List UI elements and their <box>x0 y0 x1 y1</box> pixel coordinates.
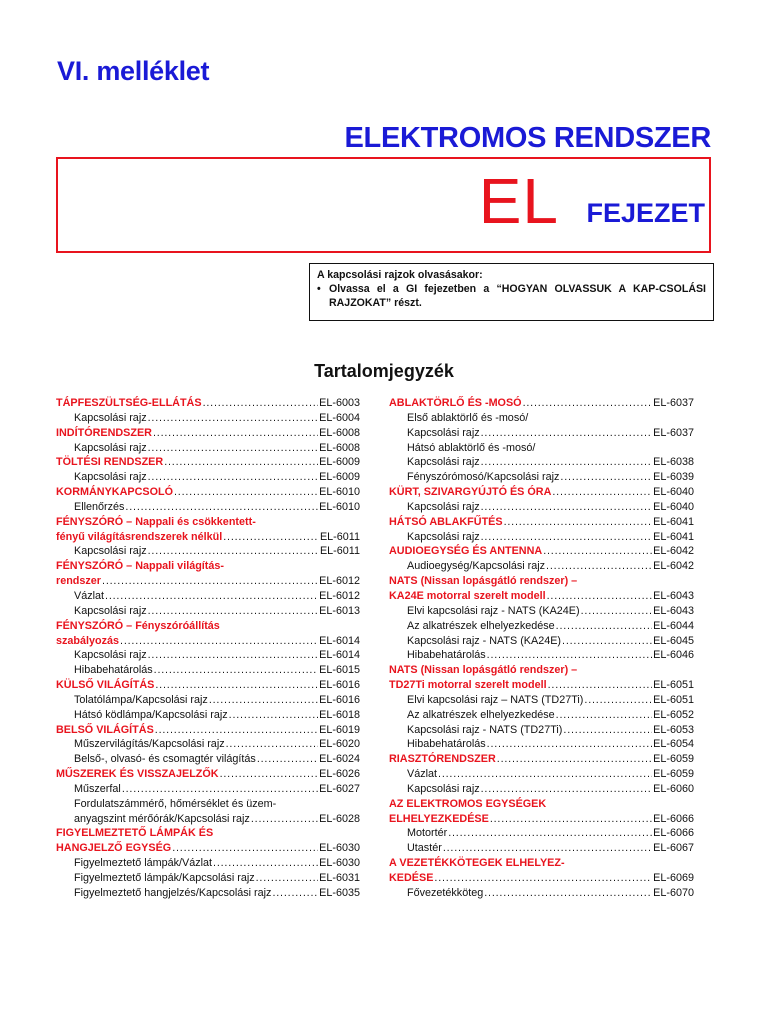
toc-entry-label: Kapcsolási rajz - NATS (KA24E) <box>407 634 562 647</box>
toc-page-number: EL-6024 <box>319 753 360 766</box>
toc-page-number: EL-6009 <box>319 471 360 484</box>
toc-page-number: EL-6008 <box>319 426 360 439</box>
toc-dot-leader <box>523 396 653 411</box>
toc-entry-label: Műszervilágítás/Kapcsolási rajz <box>74 738 225 751</box>
toc-subentry[interactable] <box>389 723 694 738</box>
toc-page-number: EL-6027 <box>319 782 360 795</box>
toc-page-number: EL-6003 <box>319 397 360 409</box>
toc-subentry[interactable] <box>56 737 360 752</box>
toc-page-number: EL-6015 <box>319 664 360 677</box>
chapter-code: EL <box>478 165 559 237</box>
toc-page-number: EL-6042 <box>653 545 694 558</box>
toc-dot-leader <box>481 530 653 545</box>
toc-dot-leader <box>563 723 652 738</box>
toc-page-number: EL-6042 <box>653 560 694 573</box>
toc-page-number: EL-6043 <box>653 589 694 602</box>
toc-subentry[interactable] <box>389 886 694 901</box>
toc-subentry[interactable] <box>389 737 694 752</box>
toc-page-number: EL-6016 <box>319 679 360 692</box>
toc-section-entry[interactable] <box>389 574 694 589</box>
toc-entry-label: Hátsó ködlámpa/Kapcsolási rajz <box>74 708 228 721</box>
toc-subentry[interactable] <box>389 634 694 649</box>
toc-entry-label: Audioegység/Kapcsolási rajz <box>407 560 546 573</box>
toc-entry-label: AZ ELEKTROMOS EGYSÉGEK <box>389 797 547 810</box>
note-bullet: • Olvassa el a GI fejezetben a “HOGYAN OLVASSUK A KAP-CSOLÁSI RAJZOKAT” részt. <box>317 282 706 310</box>
toc-entry-label: KA24E motorral szerelt modell <box>389 589 546 602</box>
toc-entry-label: RIASZTÓRENDSZER <box>389 753 496 766</box>
toc-page-number: EL-6051 <box>653 679 694 692</box>
toc-entry-label: FÉNYSZÓRÓ – Nappali világítás- <box>56 560 224 573</box>
toc-subentry[interactable] <box>389 708 694 723</box>
toc-entry-label: Az alkatrészek elhelyezkedése <box>407 619 555 632</box>
toc-entry-label: Vázlat <box>74 589 105 602</box>
toc-title: Tartalomjegyzék <box>314 361 454 381</box>
toc-dot-leader <box>209 693 318 708</box>
toc-entry-label: Kapcsolási rajz <box>407 530 480 543</box>
toc-page-number: EL-6053 <box>653 723 694 736</box>
toc-entry-label: Hibabehatárolás <box>74 664 153 677</box>
toc-subentry[interactable] <box>56 589 360 604</box>
toc-entry-label: A VEZETÉKKÖTEGEK ELHELYEZ- <box>389 857 565 870</box>
toc-dot-leader <box>497 752 652 767</box>
reading-note <box>309 263 714 321</box>
toc-entry-label: Kapcsolási rajz <box>407 500 480 513</box>
toc-dot-leader <box>504 515 653 530</box>
toc-section-entry[interactable] <box>56 530 360 545</box>
toc-entry-label: KÜLSŐ VILÁGÍTÁS <box>56 679 155 692</box>
toc-entry-label: Műszerfal <box>74 782 121 795</box>
toc-page-number: EL-6037 <box>653 426 694 439</box>
toc-page-number: EL-6004 <box>319 411 360 424</box>
toc-subentry[interactable] <box>389 604 694 619</box>
toc-dot-leader <box>164 455 318 470</box>
toc-page-number: EL-6009 <box>319 456 360 469</box>
toc-entry-label: ELHELYEZKEDÉSE <box>389 812 489 825</box>
toc-page-number: EL-6010 <box>319 486 360 499</box>
toc-section-entry[interactable] <box>389 663 694 678</box>
toc-entry-label: Kapcsolási rajz <box>74 471 147 484</box>
toc-section-entry[interactable] <box>56 723 360 738</box>
toc-dot-leader <box>481 500 653 515</box>
toc-subentry[interactable] <box>56 797 360 812</box>
toc-section-entry[interactable] <box>389 856 694 871</box>
toc-dot-leader <box>552 485 652 500</box>
toc-page-number: EL-6038 <box>653 456 694 469</box>
toc-page-number: EL-6070 <box>653 886 694 899</box>
toc-subentry[interactable] <box>56 856 360 871</box>
toc-dot-leader <box>203 396 319 411</box>
toc-subentry[interactable] <box>389 767 694 782</box>
toc-subentry[interactable] <box>389 455 694 470</box>
toc-entry-label: Hibabehatárolás <box>407 738 486 751</box>
toc-page-number: EL-6019 <box>319 723 360 736</box>
toc-entry-label: Ellenőrzés <box>74 500 125 513</box>
toc-subentry[interactable] <box>389 470 694 485</box>
toc-entry-label: Első ablaktörlő és -mosó/ <box>407 411 529 424</box>
toc-entry-label: rendszer <box>56 575 102 588</box>
toc-subentry[interactable] <box>389 411 694 426</box>
toc-section-entry[interactable] <box>56 678 360 693</box>
toc-entry-label: FÉNYSZÓRÓ – Fényszóróállítás <box>56 619 220 632</box>
toc-page-number: EL-6059 <box>653 768 694 781</box>
toc-section-entry[interactable] <box>56 634 360 649</box>
toc-dot-leader <box>256 871 319 886</box>
toc-page-number: EL-6020 <box>319 738 360 751</box>
note-title: A kapcsolási rajzok olvasásakor: <box>317 269 483 281</box>
toc-page-number: EL-6037 <box>653 397 694 409</box>
toc-entry-label: Kapcsolási rajz <box>74 649 147 662</box>
toc-dot-leader <box>581 604 653 619</box>
toc-dot-leader <box>484 886 652 901</box>
toc-entry-label: BELSŐ VILÁGÍTÁS <box>56 723 154 736</box>
toc-entry-label: Kapcsolási rajz <box>74 545 147 558</box>
toc-dot-leader <box>251 812 318 827</box>
toc-page-number: EL-6014 <box>319 649 360 662</box>
toc-entry-label: INDÍTÓRENDSZER <box>56 426 152 439</box>
toc-page-number: EL-6026 <box>319 768 360 781</box>
toc-dot-leader <box>543 544 652 559</box>
toc-section-entry[interactable] <box>389 544 694 559</box>
toc-entry-label: Kapcsolási rajz <box>407 456 480 469</box>
toc-entry-label: KORMÁNYKAPCSOLÓ <box>56 486 173 499</box>
toc-dot-leader <box>154 663 319 678</box>
toc-subentry[interactable] <box>56 500 360 515</box>
toc-subentry[interactable] <box>56 544 360 559</box>
toc-entry-label: Kapcsolási rajz <box>74 441 147 454</box>
toc-page-number: EL-6069 <box>653 872 694 884</box>
toc-section-entry[interactable] <box>56 826 360 841</box>
toc-subentry[interactable] <box>56 752 360 767</box>
toc-subentry[interactable] <box>389 426 694 441</box>
toc-dot-leader <box>547 589 653 604</box>
toc-entry-label: Tolatólámpa/Kapcsolási rajz <box>74 693 208 706</box>
toc-dot-leader <box>122 782 318 797</box>
toc-section-entry[interactable] <box>389 678 694 693</box>
toc-subentry[interactable] <box>389 648 694 663</box>
toc-entry-label: Kapcsolási rajz - NATS (TD27Ti) <box>407 723 563 736</box>
toc-entry-label: TÖLTÉSI RENDSZER <box>56 456 164 469</box>
toc-dot-leader <box>560 470 652 485</box>
toc-page-number: EL-6039 <box>653 471 694 484</box>
toc-page-number: EL-6011 <box>319 530 360 543</box>
toc-entry-label: KÜRT, SZIVARGYÚJTÓ ÉS ÓRA <box>389 486 552 499</box>
toc-subentry[interactable] <box>56 648 360 663</box>
toc-section-entry[interactable] <box>56 515 360 530</box>
toc-page-number: EL-6013 <box>319 604 360 617</box>
toc-dot-leader <box>556 619 653 634</box>
toc-page-number: EL-6030 <box>319 842 360 855</box>
toc-entry-label: szabályozás <box>56 634 120 647</box>
toc-column-left <box>56 396 360 901</box>
chapter-box <box>56 157 711 253</box>
toc-dot-leader <box>229 708 319 723</box>
toc-entry-label: Kapcsolási rajz <box>74 411 147 424</box>
toc-page-number: EL-6054 <box>653 738 694 751</box>
toc-page-number: EL-6031 <box>319 872 360 884</box>
appendix-title: VI. melléklet <box>57 56 210 86</box>
toc-dot-leader <box>153 426 318 441</box>
toc-dot-leader <box>562 634 652 649</box>
toc-section-entry[interactable] <box>56 574 360 589</box>
toc-page-number: EL-6028 <box>319 812 360 825</box>
toc-entry-label: FIGYELMEZTETŐ LÁMPÁK ÉS <box>56 827 214 840</box>
toc-dot-leader <box>584 693 652 708</box>
toc-page-number: EL-6016 <box>319 693 360 706</box>
toc-section-entry[interactable] <box>56 619 360 634</box>
toc-subentry[interactable] <box>56 604 360 619</box>
toc-entry-label: Belső-, olvasó- és csomagtér világítás <box>74 753 256 766</box>
toc-dot-leader <box>272 886 318 901</box>
toc-page-number: EL-6066 <box>653 827 694 840</box>
toc-subentry[interactable] <box>389 841 694 856</box>
note-list <box>317 282 706 310</box>
toc-entry-label: Kapcsolási rajz <box>407 426 480 439</box>
toc-entry-label: FÉNYSZÓRÓ – Nappali és csökkentett- <box>56 515 256 528</box>
toc-entry-label: Vázlat <box>407 768 438 781</box>
toc-section-entry[interactable] <box>56 559 360 574</box>
toc-page-number: EL-6045 <box>653 634 694 647</box>
toc-page-number: EL-6008 <box>319 441 360 454</box>
toc-dot-leader <box>487 737 653 752</box>
toc-dot-leader <box>443 841 652 856</box>
toc-section-entry[interactable] <box>56 455 360 470</box>
toc-page-number: EL-6035 <box>319 886 360 899</box>
toc-subentry[interactable] <box>56 411 360 426</box>
toc-page-number: EL-6059 <box>653 753 694 766</box>
toc-entry-label: AUDIOEGYSÉG ÉS ANTENNA <box>389 545 543 558</box>
toc-entry-label: anyagszint mérőórák/Kapcsolási rajz <box>74 812 250 825</box>
toc-subentry[interactable] <box>389 441 694 456</box>
toc-column-right <box>389 396 694 901</box>
toc-section-entry[interactable] <box>56 841 360 856</box>
toc-section-entry[interactable] <box>56 485 360 500</box>
toc-page-number: EL-6046 <box>653 649 694 662</box>
toc-entry-label: Hibabehatárolás <box>407 649 486 662</box>
toc-dot-leader <box>155 678 318 693</box>
toc-dot-leader <box>213 856 318 871</box>
toc-entry-label: Fordulatszámmérő, hőmérséklet és üzem- <box>74 797 277 810</box>
toc-dot-leader <box>174 485 318 500</box>
toc-dot-leader <box>481 426 653 441</box>
toc-page-number: EL-6041 <box>653 515 694 528</box>
toc-section-entry[interactable] <box>56 426 360 441</box>
toc-entry-label: Elvi kapcsolási rajz – NATS (TD27Ti) <box>407 693 584 706</box>
toc-entry-label: Figyelmeztető lámpák/Vázlat <box>74 857 213 870</box>
toc-page-number: EL-6041 <box>653 530 694 543</box>
toc-section-entry[interactable] <box>389 515 694 530</box>
toc-page-number: EL-6051 <box>653 693 694 706</box>
toc-dot-leader <box>438 767 652 782</box>
toc-subentry[interactable] <box>56 441 360 456</box>
toc-dot-leader <box>148 441 319 456</box>
toc-dot-leader <box>448 826 652 841</box>
toc-entry-label: ABLAKTÖRLŐ ÉS -MOSÓ <box>389 397 522 409</box>
toc-dot-leader <box>223 530 319 545</box>
toc-entry-label: Figyelmeztető lámpák/Kapcsolási rajz <box>74 872 255 884</box>
toc-page-number: EL-6066 <box>653 812 694 825</box>
toc-subentry[interactable] <box>56 708 360 723</box>
toc-subentry[interactable] <box>389 826 694 841</box>
toc-entry-label: KEDÉSE <box>389 872 434 884</box>
toc-entry-label: Figyelmeztető hangjelzés/Kapcsolási rajz <box>74 886 272 899</box>
toc-page-number: EL-6014 <box>319 634 360 647</box>
toc-dot-leader <box>172 841 318 856</box>
toc-subentry[interactable] <box>389 693 694 708</box>
toc-entry-label: Kapcsolási rajz <box>74 604 147 617</box>
toc-entry-label: TD27Ti motorral szerelt modell <box>389 679 547 692</box>
toc-subentry[interactable] <box>56 782 360 797</box>
toc-entry-label: fényű világításrendszerek nélkül <box>56 530 223 543</box>
toc-dot-leader <box>556 708 653 723</box>
toc-entry-label: Utastér <box>407 842 442 855</box>
toc-dot-leader <box>548 678 653 693</box>
toc-dot-leader <box>487 648 653 663</box>
toc-section-entry[interactable] <box>389 589 694 604</box>
chapter-word: FEJEZET <box>586 198 705 228</box>
toc-entry-label: Motortér <box>407 827 448 840</box>
toc-subentry[interactable] <box>389 530 694 545</box>
toc-page-number: EL-6012 <box>319 575 360 588</box>
toc-dot-leader <box>481 782 653 797</box>
toc-entry-label: NATS (Nissan lopásgátló rendszer) – <box>389 575 578 588</box>
toc-subentry[interactable] <box>56 812 360 827</box>
toc-page-number: EL-6043 <box>653 604 694 617</box>
toc-dot-leader <box>546 559 652 574</box>
toc-subentry[interactable] <box>56 663 360 678</box>
toc-entry-label: Elvi kapcsolási rajz - NATS (KA24E) <box>407 604 580 617</box>
toc-page-number: EL-6067 <box>653 842 694 855</box>
toc-section-entry[interactable] <box>389 485 694 500</box>
toc-subentry[interactable] <box>389 559 694 574</box>
toc-dot-leader <box>490 812 652 827</box>
toc-section-entry[interactable] <box>389 797 694 812</box>
toc-entry-label: Hátsó ablaktörlő és -mosó/ <box>407 441 536 454</box>
toc-section-entry[interactable] <box>56 396 360 411</box>
toc-dot-leader <box>148 411 319 426</box>
toc-dot-leader <box>105 589 318 604</box>
toc-dot-leader <box>120 634 318 649</box>
toc-subentry[interactable] <box>56 886 360 901</box>
toc-dot-leader <box>148 544 319 559</box>
toc-subentry[interactable] <box>389 619 694 634</box>
toc-entry-label: MŰSZEREK ÉS VISSZAJELZŐK <box>56 768 219 781</box>
toc-section-entry[interactable] <box>389 871 694 886</box>
toc-entry-label: Kapcsolási rajz <box>407 782 480 795</box>
toc-page-number: EL-6011 <box>319 545 360 558</box>
toc-subentry[interactable] <box>389 500 694 515</box>
toc-section-entry[interactable] <box>389 812 694 827</box>
toc-section-entry[interactable] <box>389 396 694 411</box>
toc-page-number: EL-6012 <box>319 589 360 602</box>
toc-dot-leader <box>148 648 319 663</box>
toc-page-number: EL-6040 <box>653 500 694 513</box>
toc-dot-leader <box>481 455 653 470</box>
toc-entry-label: HANGJELZŐ EGYSÉG <box>56 842 172 855</box>
toc-page-number: EL-6044 <box>653 619 694 632</box>
toc-entry-label: TÁPFESZÜLTSÉG-ELLÁTÁS <box>56 397 202 409</box>
toc-dot-leader <box>434 871 652 886</box>
toc-dot-leader <box>226 737 319 752</box>
toc-section-entry[interactable] <box>56 767 360 782</box>
toc-dot-leader <box>257 752 318 767</box>
toc-subentry[interactable] <box>389 782 694 797</box>
toc-page-number: EL-6018 <box>319 708 360 721</box>
toc-entry-label: NATS (Nissan lopásgátló rendszer) – <box>389 664 578 677</box>
toc-page-number: EL-6010 <box>319 500 360 513</box>
toc-entry-label: Fényszórómosó/Kapcsolási rajz <box>407 471 560 484</box>
section-title: ELEKTROMOS RENDSZER <box>344 122 711 154</box>
toc-dot-leader <box>148 604 319 619</box>
toc-dot-leader <box>220 767 319 782</box>
toc-entry-label: HÁTSÓ ABLAKFŰTÉS <box>389 515 503 528</box>
toc-dot-leader <box>125 500 318 515</box>
toc-entry-label: Fővezetékköteg <box>407 886 484 899</box>
toc-dot-leader <box>102 574 318 589</box>
toc-page-number: EL-6030 <box>319 857 360 870</box>
toc-subentry[interactable] <box>56 871 360 886</box>
toc-page-number: EL-6052 <box>653 708 694 721</box>
toc-subentry[interactable] <box>56 693 360 708</box>
toc-entry-label: Az alkatrészek elhelyezkedése <box>407 708 555 721</box>
toc-section-entry[interactable] <box>389 752 694 767</box>
toc-subentry[interactable] <box>56 470 360 485</box>
toc-dot-leader <box>155 723 318 738</box>
toc-dot-leader <box>148 470 319 485</box>
toc-page-number: EL-6060 <box>653 782 694 795</box>
toc-page-number: EL-6040 <box>653 486 694 499</box>
